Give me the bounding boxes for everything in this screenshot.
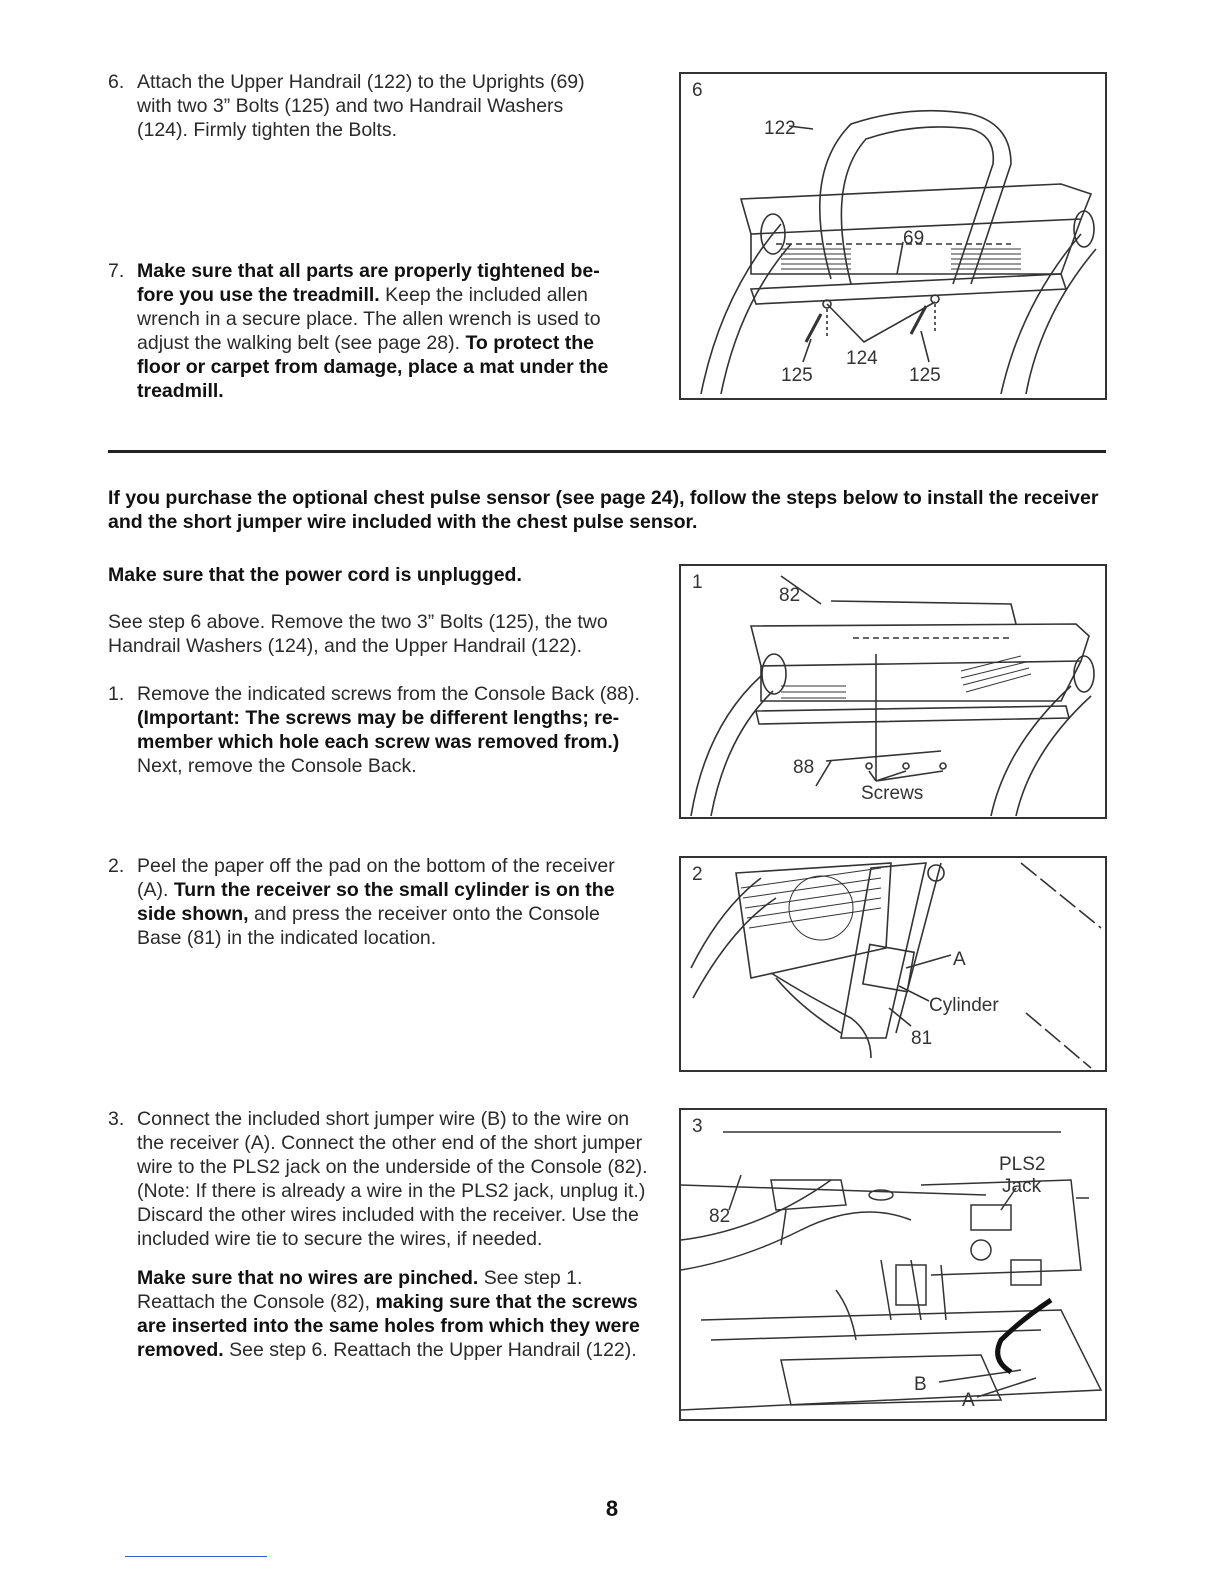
step-1-plain: Remove the indicated screws from the Console Back (88). bbox=[137, 683, 640, 705]
step-number: 3. bbox=[108, 1108, 125, 1130]
bold-instruction: Make sure that all parts are properly tightened be-fore you use the treadmill. bbox=[137, 260, 600, 306]
footer-rule bbox=[125, 1556, 267, 1557]
step-7-plain: Keep the included allen wrench in a secure place. The allen wrench is used to adjust the walking belt (see page 28). bbox=[137, 284, 601, 354]
figure-1 bbox=[679, 564, 1107, 819]
power-warning bbox=[108, 563, 648, 587]
step-2-plain: Peel the paper off the pad on the bottom of the receiver (A). bbox=[137, 855, 615, 901]
step-6-text: Attach the Upper Handrail (122) to the Uprights (69) with two 3” Bolts (125) and two Handrail Washers (124). Firmly tighten the Bolts. bbox=[137, 71, 585, 141]
step-number: 7. bbox=[108, 260, 125, 282]
callout-cylinder: Cylinder bbox=[929, 995, 999, 1016]
receiver-illustration bbox=[681, 858, 1107, 1072]
bold-instruction: (Important: The screws may be different lengths; re-member which hole each screw was removed from.) bbox=[137, 707, 620, 753]
step-3-text: Connect the included short jumper wire (B) to the wire on the receiver (A). Connect the other end of the short jumper wire to the PLS2 jack on the underside of the Console (82). (Note: If there is already a wire in the PLS2 jack, unplug it.) Discard the other wires included with the receiver. Use the included wire tie to secure the wires, if needed. bbox=[137, 1108, 648, 1250]
step-1-plain: Next, remove the Console Back. bbox=[137, 755, 417, 777]
step-1 bbox=[108, 682, 653, 778]
figure-3 bbox=[679, 1108, 1107, 1421]
step-2 bbox=[108, 854, 638, 950]
callout-A: A bbox=[962, 1390, 975, 1411]
intro-paragraph: See step 6 above. Remove the two 3” Bolts (125), the two Handrail Washers (124), and the Upper Handrail (122). bbox=[108, 611, 608, 657]
wiring-illustration bbox=[681, 1110, 1107, 1421]
callout-69: 69 bbox=[903, 228, 925, 249]
callout-125-right: 125 bbox=[909, 365, 941, 386]
bold-instruction: making sure that the screws are inserted into the same holes from which they were removed. bbox=[137, 1291, 640, 1361]
callout-screws: Screws bbox=[861, 783, 924, 804]
step-number: 1. bbox=[108, 683, 125, 705]
step-1-text bbox=[137, 682, 653, 778]
bold-instruction: To protect the floor or carpet from damage, place a mat under the treadmill. bbox=[137, 332, 609, 402]
callout-A: A bbox=[953, 949, 966, 970]
figure-number: 2 bbox=[692, 864, 703, 885]
step-2-text bbox=[137, 854, 638, 950]
figure-number: 6 bbox=[692, 80, 703, 101]
callout-B: B bbox=[914, 1374, 927, 1395]
console-back-illustration bbox=[681, 566, 1107, 819]
step-7-text bbox=[137, 259, 628, 403]
section-divider bbox=[108, 450, 1106, 453]
step-3-plain: See step 1. Reattach the Console (82), bbox=[137, 1267, 583, 1313]
handrail-illustration bbox=[681, 74, 1107, 400]
callout-jack: Jack bbox=[1002, 1176, 1042, 1197]
callout-82: 82 bbox=[709, 1206, 731, 1227]
step-3 bbox=[108, 1107, 648, 1362]
power-warning-text: Make sure that the power cord is unplugged. bbox=[108, 564, 522, 586]
figure-number: 1 bbox=[692, 572, 703, 593]
step-7 bbox=[108, 259, 628, 403]
callout-88: 88 bbox=[793, 757, 815, 778]
callout-pls2: PLS2 bbox=[999, 1154, 1046, 1175]
bold-instruction: Turn the receiver so the small cylinder is on the side shown, bbox=[137, 879, 615, 925]
step-2-plain: and press the receiver onto the Console Base (81) in the indicated location. bbox=[137, 903, 600, 949]
callout-125-left: 125 bbox=[781, 365, 813, 386]
bold-instruction: Make sure that no wires are pinched. bbox=[137, 1267, 479, 1289]
figure-6 bbox=[679, 72, 1107, 400]
figure-number: 3 bbox=[692, 1116, 703, 1137]
step-3-plain: See step 6. Reattach the Upper Handrail (122). bbox=[223, 1339, 637, 1361]
section-heading: If you purchase the optional chest pulse sensor (see page 24), follow the steps below to install the receiver and the short jumper wire included with the chest pulse sensor. bbox=[108, 487, 1099, 533]
step-number: 2. bbox=[108, 855, 125, 877]
callout-122: 122 bbox=[764, 118, 796, 139]
page-number: 8 bbox=[605, 1496, 619, 1521]
callout-82: 82 bbox=[779, 585, 801, 606]
figure-2 bbox=[679, 856, 1107, 1072]
step-number: 6. bbox=[108, 71, 125, 93]
callout-81: 81 bbox=[911, 1028, 933, 1049]
callout-124: 124 bbox=[846, 348, 878, 369]
step-6 bbox=[108, 70, 608, 142]
step-3-reattach bbox=[137, 1266, 648, 1362]
